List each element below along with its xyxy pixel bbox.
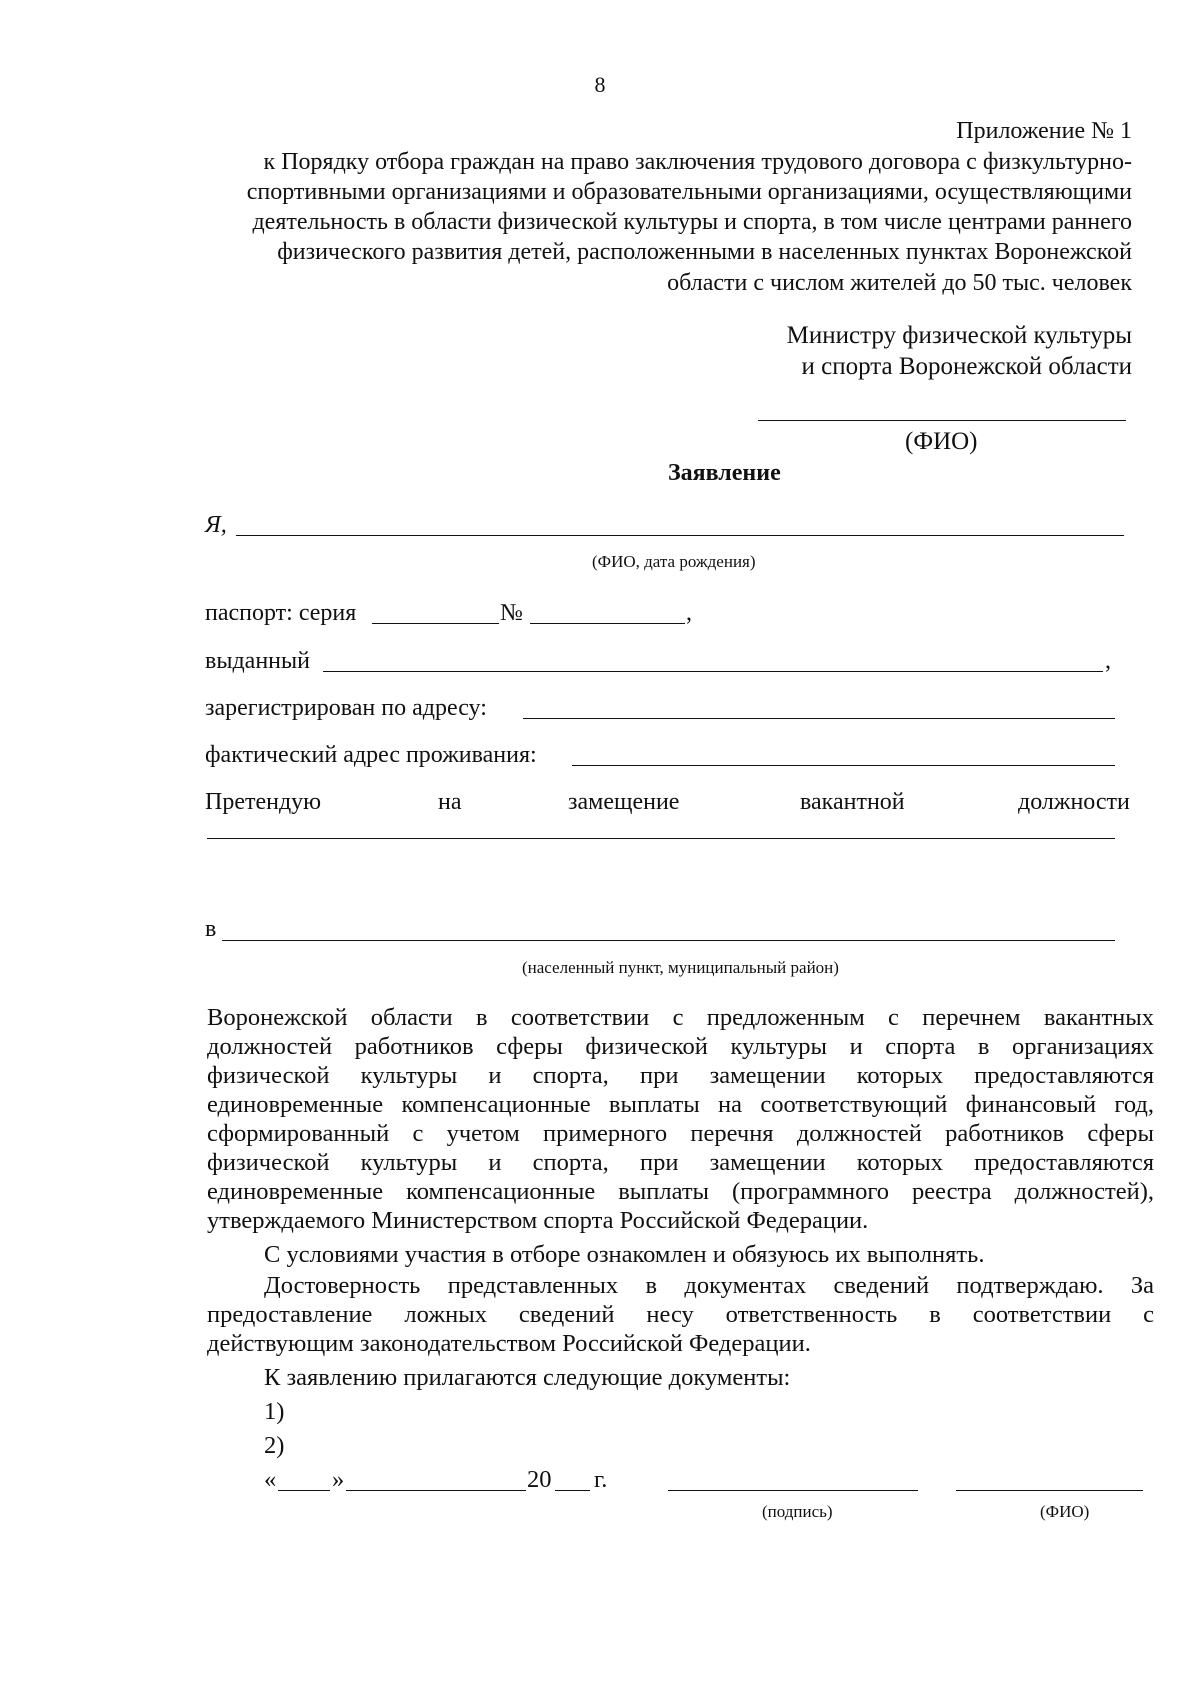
location-caption: (населенный пункт, муниципальный район)	[522, 958, 839, 977]
year-suffix: г.	[594, 1466, 608, 1493]
registered-address-field[interactable]	[523, 718, 1115, 719]
addressee-line-2: и спорта Воронежской области	[801, 353, 1132, 380]
addressee-fio-line[interactable]	[758, 420, 1126, 421]
main-paragraph-line: единовременные компенсационные выплаты (программного реестра должностей),	[207, 1178, 1154, 1205]
addressee-fio-caption: (ФИО)	[905, 428, 978, 455]
month-field[interactable]	[346, 1490, 526, 1491]
claim-word: Претендую	[205, 789, 322, 815]
attachment-item-2: 2)	[264, 1432, 285, 1459]
annex-title: Приложение № 1	[956, 118, 1132, 144]
issued-by-field[interactable]	[323, 671, 1103, 672]
ya-label: Я,	[205, 512, 227, 538]
passport-series-field[interactable]	[372, 623, 499, 624]
main-paragraph-line: сформированный с учетом примерного перечня должностей работников сферы	[207, 1120, 1154, 1147]
signer-fio-caption: (ФИО)	[1040, 1502, 1090, 1521]
signature-caption: (подпись)	[762, 1502, 833, 1521]
annex-line: области с числом жителей до 50 тыс. человек	[667, 270, 1132, 296]
claim-word: вакантной	[800, 789, 905, 815]
registered-address-label: зарегистрирован по адресу:	[205, 695, 487, 721]
location-field[interactable]	[222, 940, 1115, 941]
issued-by-label: выданный	[205, 648, 310, 674]
position-field[interactable]	[207, 838, 1115, 839]
day-field[interactable]	[278, 1490, 330, 1491]
addressee-line-1: Министру физической культуры	[786, 322, 1132, 349]
date-close-quote: »	[332, 1466, 345, 1493]
signer-fio-field[interactable]	[956, 1490, 1143, 1491]
comma: ,	[686, 600, 692, 626]
reliability-line: действующим законодательством Российской Федерации.	[207, 1330, 811, 1357]
document-title: Заявление	[668, 460, 781, 486]
date-open-quote: «	[264, 1466, 277, 1493]
main-paragraph-line: физической культуры и спорта, при замещении которых предоставляются	[207, 1062, 1154, 1089]
signature-field[interactable]	[668, 1490, 918, 1491]
year-field[interactable]	[555, 1490, 590, 1491]
annex-line: физического развития детей, расположенными в населенных пунктах Воронежской	[277, 239, 1132, 265]
fio-birthdate-caption: (ФИО, дата рождения)	[592, 552, 756, 571]
annex-line: деятельность в области физической культуры и спорта, в том числе центрами раннего	[252, 209, 1132, 235]
claim-word: должности	[1018, 789, 1130, 815]
reliability-line: предоставление ложных сведений несу ответственность в соответствии с	[207, 1301, 1154, 1328]
attachments-intro: К заявлению прилагаются следующие документы:	[264, 1364, 791, 1391]
in-label: в	[205, 916, 217, 942]
fio-birthdate-field[interactable]	[236, 535, 1124, 536]
passport-series-label: паспорт: серия	[205, 600, 357, 626]
main-paragraph-line: Воронежской области в соответствии с предложенным с перечнем вакантных	[207, 1004, 1154, 1031]
main-paragraph-line: утверждаемого Министерством спорта Российской Федерации.	[207, 1207, 869, 1234]
passport-number-field[interactable]	[530, 623, 685, 624]
comma: ,	[1105, 648, 1111, 674]
annex-line: к Порядку отбора граждан на право заключения трудового договора с физкультурно-	[263, 149, 1132, 175]
claim-word: замещение	[568, 789, 680, 815]
main-paragraph-line: должностей работников сферы физической культуры и спорта в организациях	[207, 1033, 1154, 1060]
year-prefix: 20	[527, 1466, 552, 1493]
annex-line: спортивными организациями и образовательными организациями, осуществляющими	[246, 179, 1132, 205]
claim-word: на	[438, 789, 462, 815]
reliability-line: Достоверность представленных в документах сведений подтверждаю. За	[264, 1272, 1154, 1299]
actual-address-field[interactable]	[572, 765, 1115, 766]
main-paragraph-line: физической культуры и спорта, при замещении которых предоставляются	[207, 1149, 1154, 1176]
page-number: 8	[594, 72, 606, 97]
conditions-text: С условиями участия в отборе ознакомлен и обязуюсь их выполнять.	[264, 1241, 985, 1268]
main-paragraph-line: единовременные компенсационные выплаты на соответствующий финансовый год,	[207, 1091, 1154, 1118]
attachment-item-1: 1)	[264, 1398, 285, 1425]
actual-address-label: фактический адрес проживания:	[205, 742, 537, 768]
passport-number-label: №	[500, 600, 523, 626]
